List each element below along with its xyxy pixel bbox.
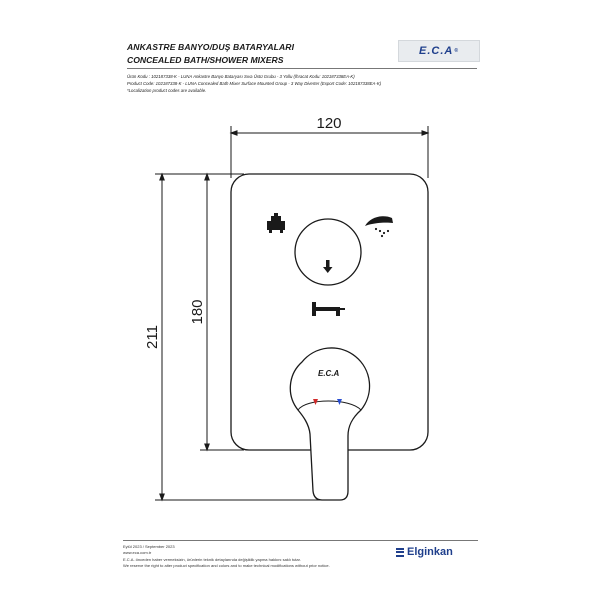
title-english: CONCEALED BATH/SHOWER MIXERS <box>127 55 284 65</box>
eca-logo-text: E.C.A <box>418 45 454 57</box>
width-label: 120 <box>316 115 342 132</box>
elginkan-mark-icon <box>396 548 404 557</box>
eca-logo-reg: ® <box>454 48 460 54</box>
localization-note: *Localization product codes are available. <box>127 88 207 93</box>
footer-divider <box>123 540 478 541</box>
footer-note-en: We reserve the right to alter product specification and colors and to make technical modifications without prior notice. <box>123 563 330 568</box>
bathtub-icon <box>267 213 285 233</box>
elginkan-logo <box>396 546 453 558</box>
handle-logo: E.C.A <box>318 369 340 378</box>
footer-date: Eylül 2023 / September 2023 <box>123 544 175 549</box>
footer-note-tr: E.C.A. önceden haber vermeksizin, ürünlerin teknik detaylarında değişiklik yapma hakkını saklı tutar. <box>123 557 301 562</box>
plate-height-dimension <box>200 174 244 450</box>
diverter-knob <box>295 219 361 285</box>
total-height-dimension <box>155 174 320 500</box>
title-turkish: ANKASTRE BANYO/DUŞ BATARYALARI <box>127 42 295 52</box>
down-arrow-icon <box>323 260 333 273</box>
product-code-en: Product Code: 102187338-K - LUNA Concealed Bath Mixer Surface Mounted Group - 3 Way Diverter (Export Code: 102187338EA-K) <box>127 81 382 86</box>
shower-head-icon <box>365 216 393 237</box>
product-code-tr: Ürün Kodu : 102187338-K - LUNA Ankastre Banyo Bataryası Sıva Üstü Grubu - 3 Yollu (İhracat Kodu: 102187338EA-K) <box>127 74 355 79</box>
width-dimension <box>231 126 428 178</box>
elginkan-logo-text: Elginkan <box>407 546 453 558</box>
bath-spout-icon <box>312 302 345 316</box>
footer-url[interactable]: www.eca.com.tr <box>123 550 152 555</box>
total-height-label: 211 <box>144 325 161 349</box>
plate-height-label: 180 <box>189 299 206 325</box>
